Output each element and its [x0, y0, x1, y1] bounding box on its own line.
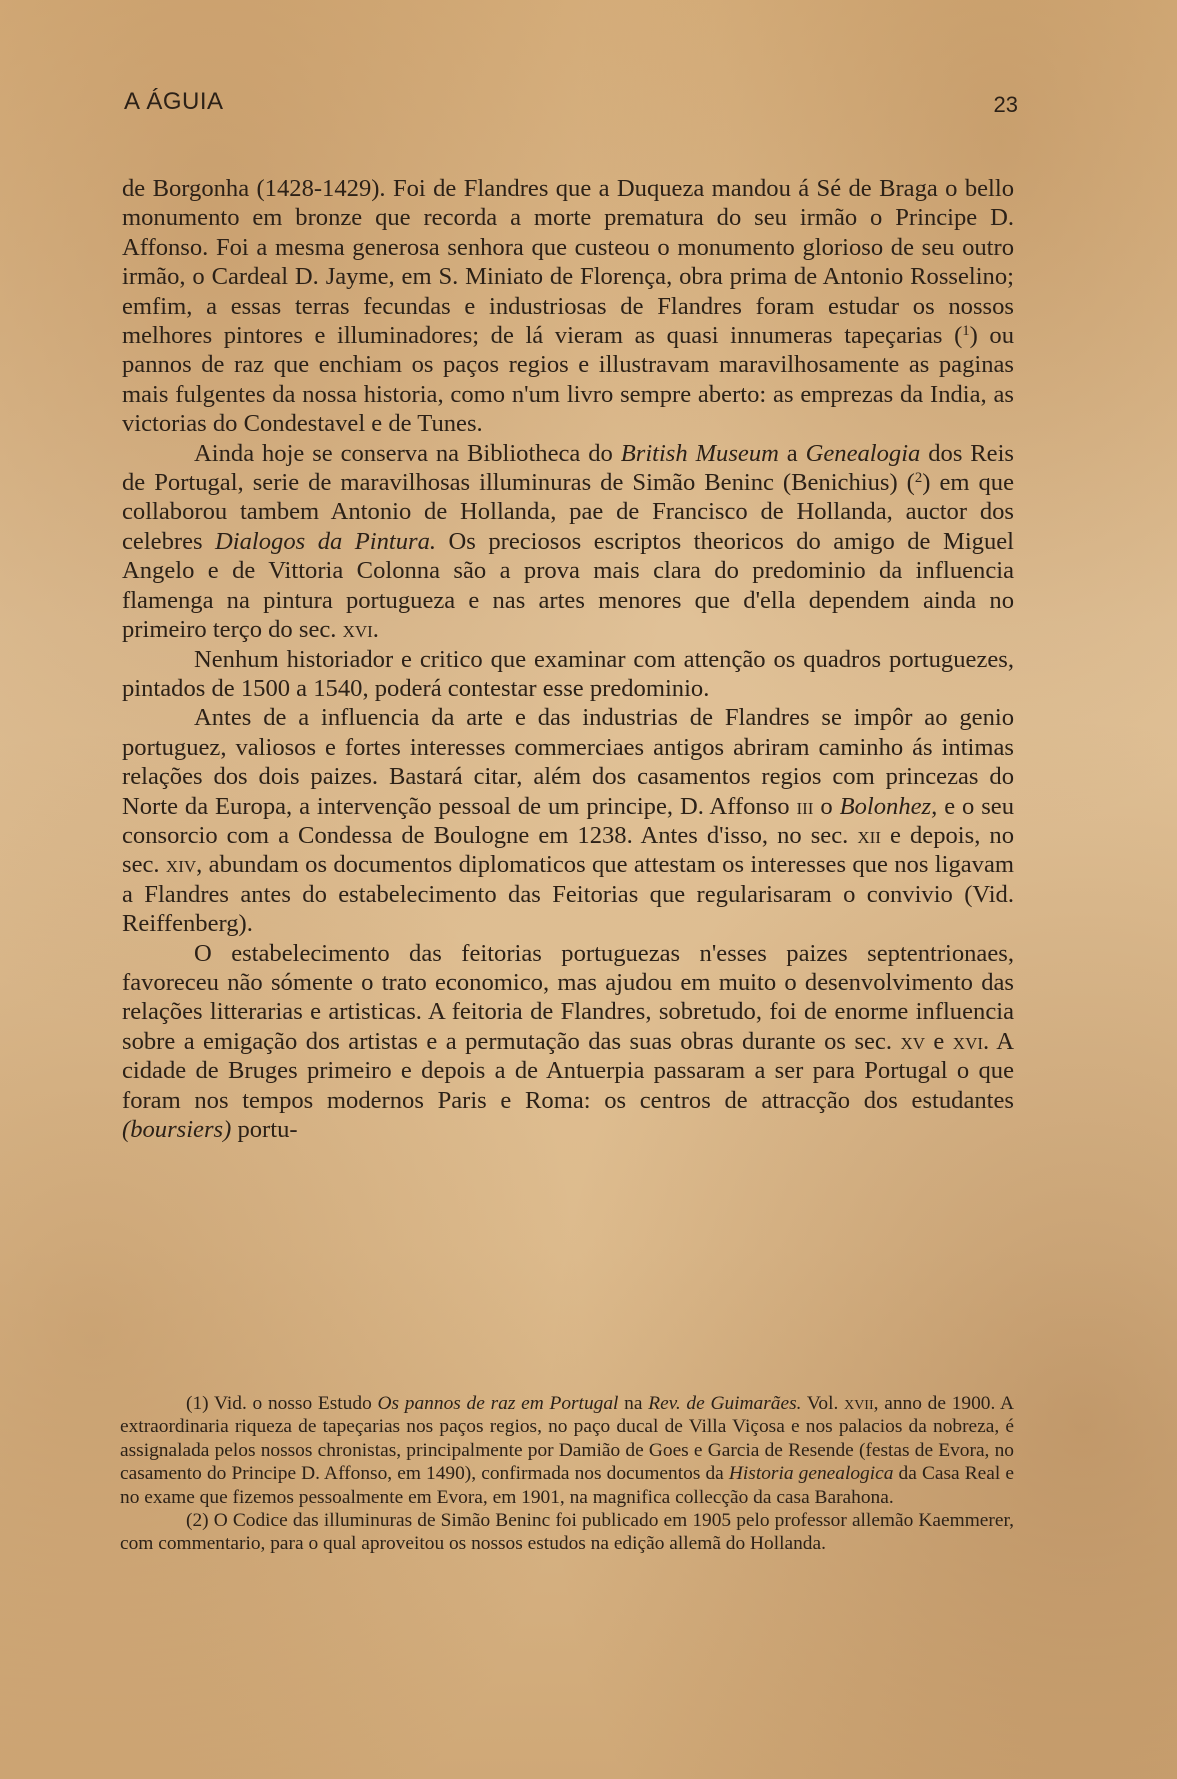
paragraph-3 — [122, 645, 1014, 704]
footnotes — [120, 1392, 1014, 1556]
footnote-1: (1) Vid. o nosso Estudo Os pannos de raz em Portugal na Rev. de Guimarães. Vol. xvii, anno de 1900. A extraordinaria riqueza de tapeçarias nos paços regios, no paço ducal de Villa Viçosa e nos palacios da nobreza, é assignalada pelos nossos chronistas, principalmente por Damião de Goes e Garcia de Resende (festas de Evora, no casamento do Principe D. Affonso, em 1490), confirmada nos documentos da Historia genealogica da Casa Real e no exame que fizemos pessoalmente em Evora, em 1901, na magnifica collecção da casa Barahona. — [120, 1393, 1014, 1508]
text-run: Os preciosos escriptos theoricos do amigo de Miguel Angelo e de Vittoria Colonna são a prova mais clara do predominio da influencia flamenga na pintura portugueza e nas artes menores que d'ella dependem ainda no primeiro terço do sec. — [122, 527, 1014, 644]
roman-numeral: xiv — [165, 851, 197, 879]
text-run: Nenhum historiador e critico que examinar com attenção os quadros portuguezes, pintados de 1500 a 1540, poderá contestar esse predominio. — [122, 645, 1014, 702]
text-run: . A cidade de Bruges primeiro e depois a de Antuerpia passaram a ser para Portugal o que foram nos tempos modernos Paris e Roma: os centros de attracção dos estudantes — [122, 1027, 1015, 1114]
italic-run: Rev. de Guimarães. — [648, 1393, 802, 1414]
body-text — [122, 174, 1014, 1144]
text-run: , abundam os documentos diplomaticos que attestam os interesses que nos ligavam a Flandres antes do estabelecimento das Feitorias que regularisaram o convivio (Vid. Reiffenberg). — [122, 851, 1014, 938]
page-header — [124, 88, 1018, 120]
footnote-mark: 2 — [192, 1510, 203, 1532]
paragraph-1 — [122, 174, 1014, 439]
italic-run: Os pannos de raz em Portugal — [377, 1393, 619, 1414]
text-run: na — [618, 1393, 649, 1414]
paragraph-4 — [122, 703, 1014, 938]
italic-run: Bolonhez, — [839, 792, 938, 820]
text-run: , anno de 1900. A extraordinaria riqueza de tapeçarias nos paços regios, no paço ducal de Villa Viçosa e nos palacios da nobreza, é assignalada pelos nossos chronistas, principalmente por Damião de Goes e Garcia de Resende (festas de Evora, no casamento do Principe D. Affonso, em 1490), confirmada nos documentos da — [120, 1393, 1014, 1485]
text-run: O Codice das illuminuras de Simão Beninc foi publicado em 1905 pelo professor allemão Kaemmerer, com commentario, para o qual aproveitou os nossos estudos na edição allemã do Hollanda. — [120, 1510, 1014, 1555]
paragraph-2 — [122, 439, 1014, 645]
text-run: dos Reis de Portugal, serie de maravilhosas illuminuras de Simão Beninc (Benichius) ( — [122, 439, 1015, 497]
italic-run: British Museum — [620, 439, 779, 467]
roman-numeral: xv — [900, 1027, 925, 1055]
running-title: A ÁGUIA — [124, 88, 224, 115]
text-run: da Casa Real e no exame que fizemos pessoalmente em Evora, em 1901, na magnifica collecção da casa Barahona. — [120, 1463, 1014, 1508]
text-run: . — [372, 616, 379, 644]
roman-numeral: iii — [796, 792, 814, 820]
text-run: O estabelecimento das feitorias portuguezas n'esses paizes septentrionaes, favoreceu não sómente o trato economico, mas ajudou em muito o desenvolvimento das relações litterarias e artisticas. A feitoria de Flandres, sobretudo, foi de enorme influencia sobre a emigação dos artistas e a permutação das suas obras durante os sec. — [122, 939, 1014, 1055]
text-run: Antes de a influencia da arte e das industrias de Flandres se impôr ao genio portuguez, valiosos e fortes interesses commerciaes antigos abriram caminho ás intimas relações dos dois paizes. Bastará citar, além dos casamentos regios com princezas do Norte da Europa, a intervenção pessoal de um principe, D. Affonso — [122, 704, 1014, 820]
text-run: de Borgonha (1428-1429). Foi de Flandres que a Duqueza mandou á Sé de Braga o bello monumento em bronze que recorda a morte prematura do seu irmão o Principe D. Affonso. Foi a mesma generosa senhora que custeou o monumento glorioso de seu outro irmão, o Cardeal D. Jayme, em S. Miniato de Florença, obra prima de Antonio Rosselino; emfim, a essas terras fecundas e industriosas de Flandres foram estudar os nossos melhores pintores e illuminadores; de lá vieram as quasi innumeras tapeçarias ( — [122, 175, 1014, 350]
text-run: Vol. — [801, 1393, 845, 1414]
text-run: ) em que collaborou tambem Antonio de Hollanda, pae de Francisco de Hollanda, auctor dos celebres — [122, 469, 1015, 555]
roman-numeral: xii — [857, 821, 881, 849]
italic-run: Genealogia — [805, 439, 921, 467]
footnote-ref-2[interactable]: 2 — [914, 469, 923, 486]
paragraph-5 — [122, 939, 1014, 1145]
page-number: 23 — [993, 92, 1018, 117]
italic-run: Historia genealogica — [728, 1463, 894, 1485]
italic-run: (boursiers) — [122, 1116, 232, 1143]
text-run: Ainda hoje se conserva na Bibliotheca do — [194, 439, 621, 467]
footnote-2: (2) O Codice das illuminuras de Simão Beninc foi publicado em 1905 pelo professor allemão Kaemmerer, com commentario, para o qual aproveitou os nossos estudos na edição allemã do Hollanda. — [120, 1510, 1014, 1555]
footnote-ref-1[interactable]: 1 — [962, 322, 970, 339]
text-run: ) ou pannos de raz que enchiam os paços regios e illustravam maravilhosamente as paginas mais fulgentes da nossa historia, como n'um livro sempre aberto: as emprezas da India, as victorias do Condestavel e de Tunes. — [122, 322, 1014, 438]
text-run: a — [778, 439, 806, 467]
text-run: portu- — [231, 1116, 298, 1143]
text-run: Vid. o nosso Estudo — [208, 1393, 378, 1414]
text-run: e — [925, 1027, 953, 1055]
text-run: e o seu consorcio com a Condessa de Boulogne em 1238. Antes d'isso, no sec. — [122, 792, 1015, 849]
footnote-mark: 1 — [192, 1393, 203, 1414]
text-run: e depois, no sec. — [122, 821, 1014, 879]
text-run: o — [813, 792, 840, 820]
roman-numeral: xvi — [342, 616, 373, 644]
italic-run: Dialogos da Pintura. — [215, 527, 437, 555]
roman-numeral: xvi — [952, 1027, 984, 1055]
roman-numeral: xvii — [844, 1393, 874, 1414]
